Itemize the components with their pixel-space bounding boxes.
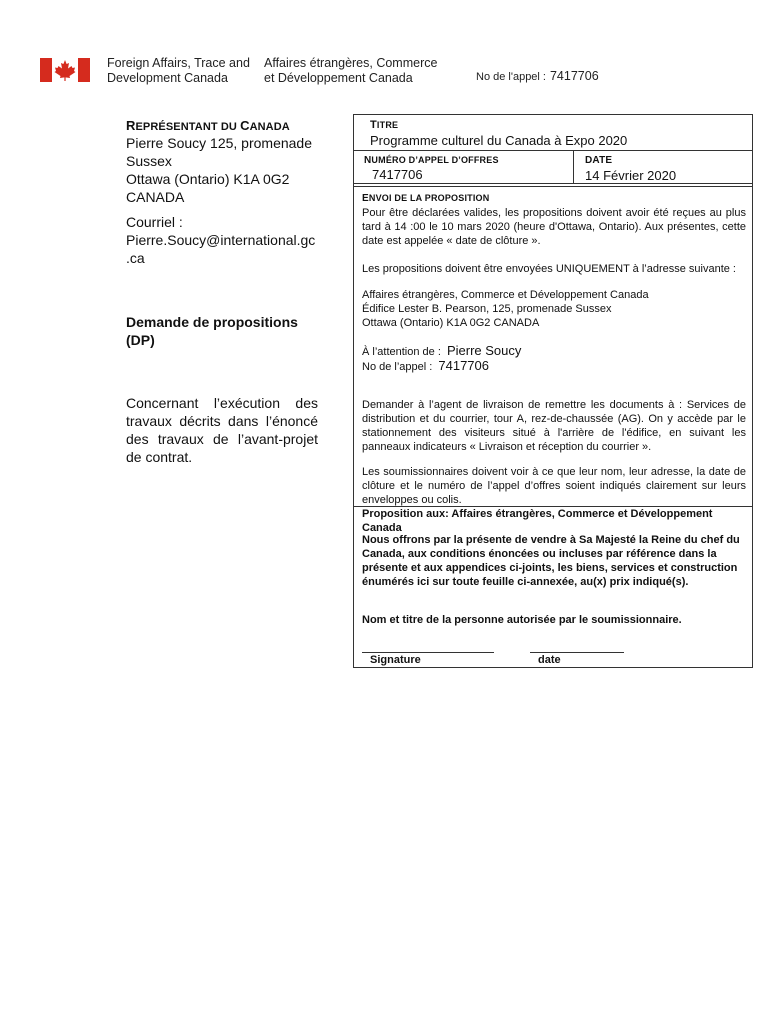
envoi-rest: NVOI DE LA PROPOSITION <box>368 193 490 203</box>
numero-cap: N <box>364 155 372 166</box>
email-line2[interactable]: .ca <box>126 250 145 266</box>
department-name-english <box>107 56 250 86</box>
numero-value: 7417706 <box>372 167 423 182</box>
bid-info-box <box>353 114 753 668</box>
addr-line2: Édifice Lester B. Pearson, 125, promenade Sussex <box>362 303 612 315</box>
rep-city: Ottawa (Ontario) K1A 0G2 <box>126 171 290 187</box>
authorized-person-label: Nom et titre de la personne autorisée par le soumissionnaire. <box>362 614 682 626</box>
dept-en-line2: Development Canada <box>107 71 228 85</box>
numero-label <box>364 155 499 166</box>
envoi-label <box>362 193 489 204</box>
delivery-address <box>362 288 746 330</box>
appel-number: 7417706 <box>549 69 599 83</box>
titre-label <box>370 119 398 131</box>
envoi-paragraph: Pour être déclarées valides, les propositions doivent avoir été reçues au plus tard à 14 :00 le 10 mars 2020 (heure d'Ottawa, Ontario). Aux présentes, cette date est appelée « date de clôture ». <box>362 207 746 247</box>
dept-fr-line2: et Développement Canada <box>264 71 413 85</box>
heading-rest-1: EPRÉSENTANT DU <box>135 121 241 133</box>
attention-label: À l’attention de : <box>362 346 441 358</box>
delivery-instructions: Demander à l’agent de livraison de remettre les documents à : Services de distribution et du courrier, tour A, rez-de-chaussée (AG). On y accède par le stationnement des visiteurs situé à l'arrière de l'édifice, en suivant les panneaux indicateurs « Livraison et réception du courrier ». <box>362 399 746 453</box>
dept-en-line1: Foreign Affairs, Trace and <box>107 56 250 70</box>
email-line1[interactable]: Pierre.Soucy@international.gc <box>126 232 316 248</box>
box-appel-number: 7417706 <box>438 358 490 373</box>
representative-heading <box>126 118 318 133</box>
divider <box>354 150 752 151</box>
dp-title-line2: (DP) <box>126 332 155 348</box>
date-label: DATE <box>585 155 613 166</box>
numero-rest: UMÉRO D’APPEL D’OFFRES <box>371 155 499 165</box>
document-title <box>126 313 318 349</box>
divider <box>354 183 752 184</box>
titre-cap: T <box>370 119 377 131</box>
rep-country: CANADA <box>126 189 185 205</box>
date-value: 14 Février 2020 <box>585 168 677 183</box>
attention-line <box>362 343 521 359</box>
addr-line3: Ottawa (Ontario) K1A 0G2 CANADA <box>362 317 540 329</box>
titre-value: Programme culturel du Canada à Expo 2020 <box>370 133 628 148</box>
attention-name: Pierre Soucy <box>446 343 522 358</box>
department-name-french <box>264 56 437 86</box>
titre-rest: ITRE <box>376 120 399 130</box>
header-solicitation-number <box>476 69 599 83</box>
dp-title-line1: Demande de propositions <box>126 314 298 330</box>
box-appel-label: No de l’appel : <box>362 361 433 373</box>
appel-label: No de l'appel : <box>476 71 546 83</box>
canada-flag-icon <box>40 58 90 82</box>
box-appel-line <box>362 358 489 374</box>
envoi-cap: E <box>362 193 369 204</box>
addr-line1: Affaires étrangères, Commerce et Développement Canada <box>362 289 649 301</box>
representative-address <box>126 134 318 206</box>
envoi-instruction: Les propositions doivent être envoyées UNIQUEMENT à l’adresse suivante : <box>362 263 736 275</box>
divider <box>354 186 752 187</box>
proposition-text: Nous offrons par la présente de vendre à Sa Majesté la Reine du chef du Canada, aux conditions énoncées ou incluses par référence dans la présente et aux appendices ci-joints, les biens, services et construction énumérés ici sur toute feuille ci-annexée, au(x) prix indiqué(s). <box>362 534 740 588</box>
heading-cap-r: R <box>126 118 136 133</box>
divider <box>573 150 574 183</box>
rep-name-line: Pierre Soucy 125, promenade <box>126 135 312 151</box>
courriel-label: Courriel : <box>126 214 183 230</box>
heading-rest-2: ANADA <box>249 121 290 133</box>
heading-cap-c: C <box>240 118 250 133</box>
date-signature-label: date <box>538 654 561 666</box>
proposition-title: Proposition aux: Affaires étrangères, Commerce et Développement Canada <box>362 508 713 534</box>
dept-fr-line1: Affaires étrangères, Commerce <box>264 56 438 70</box>
concern-text: Concernant l’exécution des travaux décrits dans l’énoncé des travaux de l’avant-projet de contrat. <box>126 395 318 465</box>
bidder-instructions: Les soumissionnaires doivent voir à ce que leur nom, leur adresse, la date de clôture et le numéro de l’appel d’offres soient indiqués clairement sur leurs enveloppes ou colis. <box>362 466 746 506</box>
signature-label: Signature <box>370 654 421 666</box>
representative-email <box>126 213 318 267</box>
rep-street: Sussex <box>126 153 172 169</box>
